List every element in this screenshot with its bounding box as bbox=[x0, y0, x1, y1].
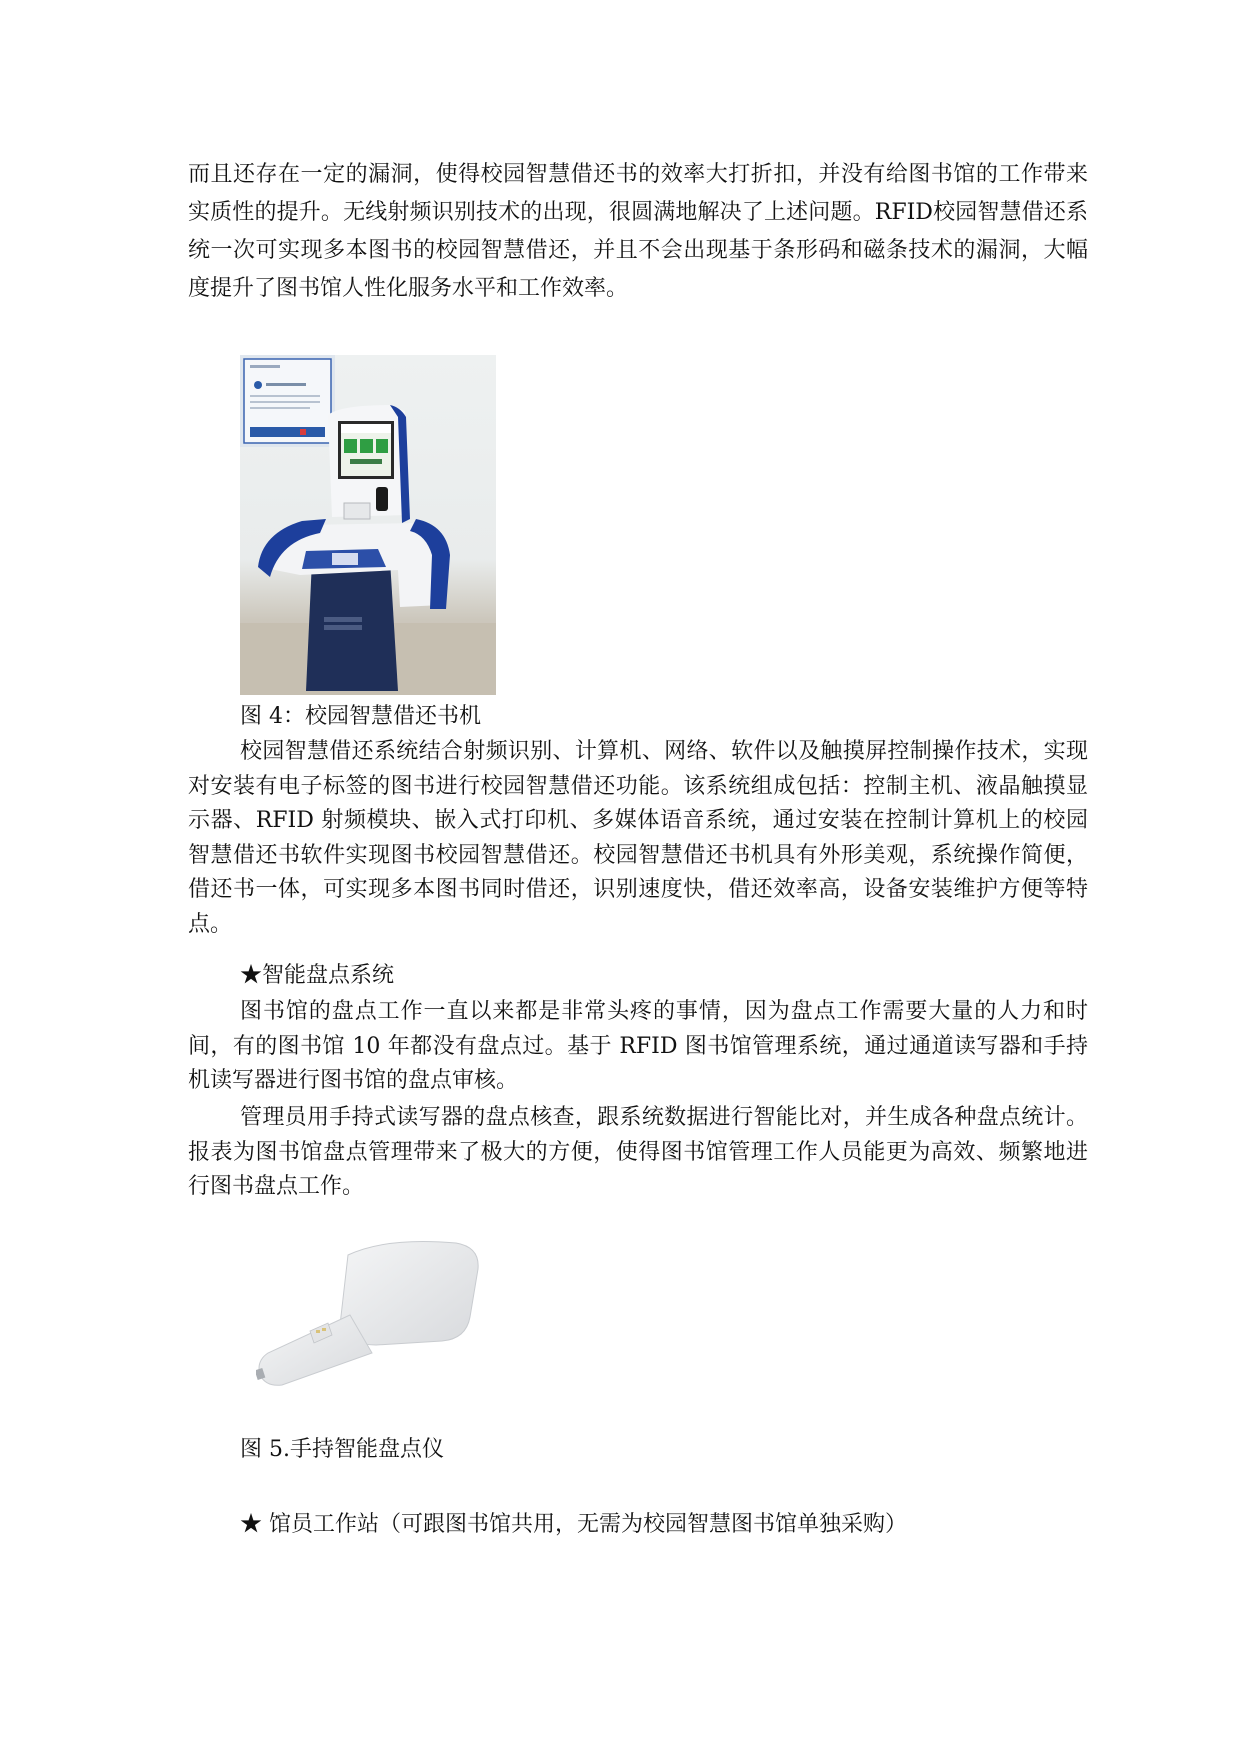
inventory-section-heading: ★智能盘点系统 bbox=[240, 963, 395, 988]
inventory-paragraph-2: 管理员用手持式读写器的盘点核查，跟系统数据进行智能比对，并生成各种盘点统计。报表为图书馆盘点管理带来了极大的方便，使得图书馆管理工作人员能更为高效、频繁地进行图书盘点工作。 bbox=[188, 1105, 1088, 1199]
inventory-paragraph-1: 图书馆的盘点工作一直以来都是非常头疼的事情，因为盘点工作需要大量的人力和时间，有的图书馆 10 年都没有盘点过。基于 RFID 图书馆管理系统，通过通道读写器和手持机读写器进行图书馆的盘点审核。 bbox=[188, 999, 1088, 1093]
kiosk-description: 校园智慧借还系统结合射频识别、计算机、网络、软件以及触摸屏控制操作技术，实现对安装有电子标签的图书进行校园智慧借还功能。该系统组成包括：控制主机、液晶触摸显示器、RFID 射频模块、嵌入式打印机、多媒体语音系统，通过安装在控制计算机上的校园智慧借还书软件实现图书校园智慧借还。校园智慧借还书机具有外形美观，系统操作简便，借还书一体，可实现多本图书同时借还，识别速度快，借还效率高，设备安装维护方便等特点。 bbox=[188, 739, 1088, 937]
workstation-heading: ★ 馆员工作站（可跟图书馆共用，无需为校园智慧图书馆单独采购） bbox=[240, 1512, 907, 1537]
figure-4-caption: 图 4：校园智慧借还书机 bbox=[240, 704, 481, 729]
handheld-reader-photo bbox=[256, 1235, 486, 1400]
self-service-kiosk-photo bbox=[240, 355, 496, 695]
intro-paragraph: 而且还存在一定的漏洞，使得校园智慧借还书的效率大打折扣，并没有给图书馆的工作带来实质性的提升。无线射频识别技术的出现，很圆满地解决了上述问题。RFID校园智慧借还系统一次可实现多本图书的校园智慧借还，并且不会出现基于条形码和磁条技术的漏洞，大幅度提升了图书馆人性化服务水平和工作效率。 bbox=[188, 162, 1088, 301]
figure-5-caption: 图 5.手持智能盘点仪 bbox=[240, 1437, 444, 1462]
